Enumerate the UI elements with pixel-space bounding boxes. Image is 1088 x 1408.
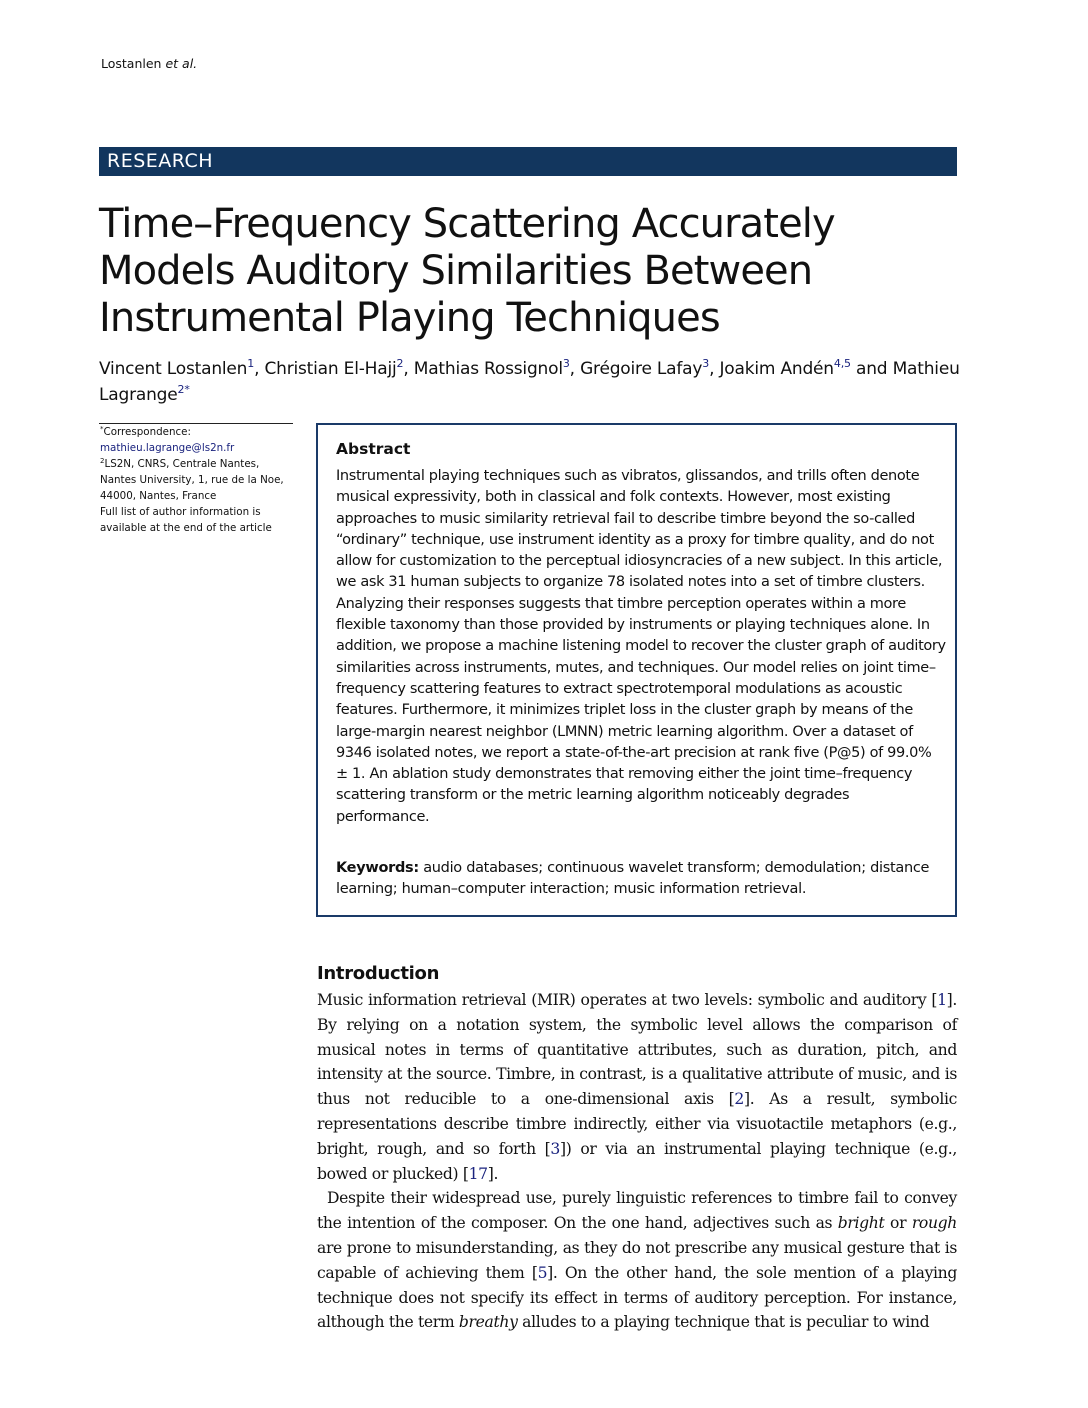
text-run: ]. As a result, symbolic representations describe timbre indirectly, either via visuotactile metaphors (e.g., bright, rough, and so forth [ [317,1090,957,1158]
paper-title: Time–Frequency Scattering Accurately Models Auditory Similarities Between Instrumental Playing Techniques [99,201,835,341]
author-name: , Mathias Rossignol [403,359,563,379]
emphasis: bright [837,1214,885,1233]
banner-label: RESEARCH [107,150,214,172]
text-run: are prone to misunderstanding, as they do not prescribe any musical gesture that is capable of achieving them [ [317,1238,957,1282]
running-head-etal: et al. [165,56,198,71]
affiliation-link[interactable]: 2* [177,383,190,396]
author-name: Vincent Lostanlen [99,359,248,379]
section-banner [99,147,957,176]
affiliation-text: LS2N, CNRS, Centrale Nantes, Nantes University, 1, rue de la Noe, 44000, Nantes, France [100,458,284,502]
citation-link[interactable]: 5 [537,1263,548,1282]
correspondence-mark: * [100,425,104,433]
affiliation-link[interactable]: 1 [247,357,255,370]
author-list [99,356,969,408]
text-run: ]. On the other hand, the sole mention of a playing technique does not specify its effect in terms of auditory perception. For instance, although the term [317,1263,957,1332]
correspondence-sidebar [100,424,295,536]
correspondence-text: Correspondence: [103,426,191,438]
correspondence-email-link[interactable]: mathieu.lagrange@ls2n.fr [100,442,235,454]
running-head [101,56,197,71]
introduction-heading: Introduction [317,963,440,984]
paragraph [317,1186,957,1335]
abstract-text: Instrumental playing techniques such as vibratos, glissandos, and trills often denote musical expressivity, both in classical and folk contexts. However, most existing approaches to music similarity retrieval fail to describe timbre beyond the so-called “ordinary” technique, use instrument identity as a proxy for timbre quality, and do not allow for customization to the perceptual idiosyncracies of a new subject. In this article, we ask 31 human subjects to organize 78 isolated notes into a set of timbre clusters. Analyzing their responses suggests that timbre perception operates within a more flexible taxonomy than those provided by instruments or playing techniques alone. In addition, we propose a machine listening model to recover the cluster graph of auditory similarities across instruments, mutes, and techniques. Our model relies on joint time–frequency scattering features to extract spectrotemporal modulations as acoustic features. Furthermore, it minimizes triplet loss in the cluster graph by means of the large-margin nearest neighbor (LMNN) metric learning algorithm. Over a dataset of 9346 isolated notes, we report a state-of-the-art precision at rank five (P@5) of 99.0% ± 1. An ablation study demonstrates that removing either the joint time–frequency scattering transform or the metric learning algorithm noticeably degrades performance. [336,468,946,825]
author-name: , Grégoire Lafay [569,359,703,379]
affiliation-link[interactable]: 2 [396,357,404,370]
affiliation-entry [100,456,295,504]
emphasis: rough [911,1214,957,1233]
author-name: and Mathieu Lagrange [99,359,960,405]
author-name: , Christian El-Hajj [254,359,397,379]
citation-link[interactable]: 1 [937,991,947,1009]
affiliation-link[interactable]: 3 [702,357,710,370]
correspondence-label [100,424,295,440]
text-run: Despite their widespread use, purely linguistic references to timbre fail to convey the intention of the composer. On the one hand, adjectives such as [317,1189,957,1233]
text-run: alludes to a playing technique that is peculiar to wind [517,1313,930,1332]
citation-link[interactable]: 2 [734,1090,744,1109]
citation-link[interactable]: 17 [468,1164,488,1183]
text-run: or [884,1214,912,1233]
affiliation-link[interactable]: 3 [562,357,570,370]
keywords-label: Keywords: [336,860,419,876]
paragraph [317,988,957,1186]
author-name: , Joakim Andén [709,359,834,379]
author-info-note: Full list of author information is available at the end of the article [100,506,272,534]
citation-link[interactable]: 3 [550,1139,560,1158]
abstract-heading: Abstract [336,440,411,458]
text-run: ]. [487,1164,499,1183]
running-head-author: Lostanlen [101,56,162,71]
text-run: ]. By relying on a notation system, the symbolic level allows the comparison of musical notes in terms of quantitative attributes, such as duration, pitch, and intensity at the source. Timbre, in contrast, is a qualitative attribute of music, and is thus not reducible to a one-dimensional axis [ [317,991,957,1109]
affiliation-mark: 2 [100,457,105,465]
affiliation-link[interactable]: 4,5 [833,357,851,370]
keywords-list: audio databases; continuous wavelet transform; demodulation; distance learning; human–computer interaction; music information retrieval. [336,860,930,897]
emphasis: breathy [458,1313,518,1332]
text-run: ]) or via an instrumental playing technique (e.g., bowed or plucked) [ [317,1139,957,1183]
keywords [336,858,946,900]
introduction-body [317,988,957,1335]
text-run: Music information retrieval (MIR) operates at two levels: symbolic and auditory [ [317,991,938,1009]
